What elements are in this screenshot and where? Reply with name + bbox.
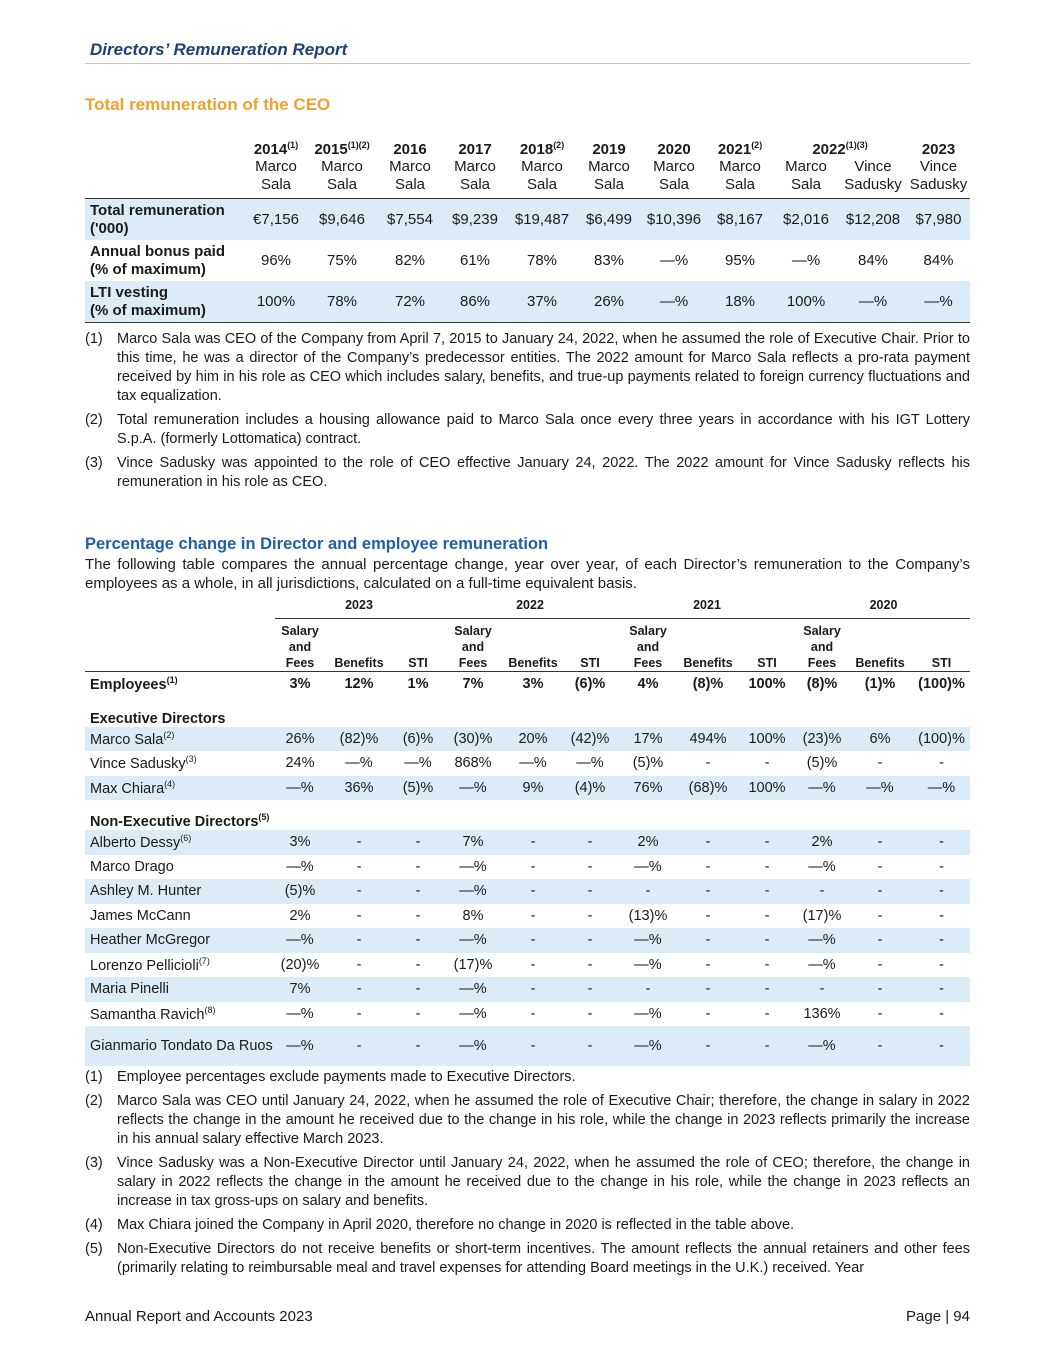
non-executive-director-row <box>85 904 970 929</box>
ceo-name-cell: Marco Sala <box>707 158 773 199</box>
row-label: James McCann <box>90 907 191 924</box>
pct-value-cell: 7% <box>443 830 503 855</box>
pct-value-cell: 3% <box>289 676 311 693</box>
pct-value-cell: 2% <box>617 830 679 855</box>
pct-value-cell: - <box>877 755 883 772</box>
pct-value-cell: —% <box>797 928 847 953</box>
pct-footnotes <box>85 1068 970 1283</box>
pct-value-cell: —% <box>617 1026 679 1066</box>
salary-fees-header: Salary and Fees <box>275 619 325 672</box>
non-executive-director-row <box>85 953 970 978</box>
pct-value-cell: - <box>563 928 617 953</box>
pct-value-cell: - <box>325 977 393 1002</box>
pct-value-cell: - <box>877 858 883 875</box>
pct-value-cell: - <box>563 977 617 1002</box>
pct-value-cell: - <box>356 956 362 973</box>
ceo-value-cell: 72% <box>377 281 443 323</box>
pct-value-cell: - <box>737 879 797 904</box>
footnote-text: Vince Sadusky was a Non-Executive Director until January 24, 2022, when he assumed the role of CEO; therefore, the change in salary in 2022 reflects the change in the amount he received due to the change in his role, while the change in 2023 reflects an increase in tax gross-ups on salary and benefits. <box>117 1155 970 1209</box>
pct-value-cell: (5)% <box>806 755 838 772</box>
pct-value-cell: - <box>877 956 883 973</box>
ceo-name-cell: Marco Sala <box>577 158 641 199</box>
footnote <box>85 1092 970 1149</box>
ceo-name-cell: Marco Sala <box>377 158 443 199</box>
pct-value-cell: 100% <box>737 776 797 801</box>
pct-value-cell: - <box>705 755 711 772</box>
pct-value-cell: —% <box>459 1005 487 1022</box>
ceo-remuneration-table <box>85 134 970 323</box>
footnote <box>85 1216 970 1235</box>
pct-value-cell: (6)% <box>393 727 443 752</box>
pct-value-cell: 4% <box>637 676 659 693</box>
pct-value-cell: - <box>325 879 393 904</box>
ceo-value-cell: 100% <box>773 281 839 323</box>
year-2019: 2019 <box>592 141 626 158</box>
ceo-table-row <box>85 281 970 323</box>
pct-value-cell: (100)% <box>918 676 965 693</box>
pct-value-cell: - <box>737 830 797 855</box>
ceo-table-row <box>85 199 970 241</box>
ceo-value-cell: —% <box>907 281 970 323</box>
footnote-text: Marco Sala was CEO until January 24, 2022, when he assumed the role of Executive Chair; therefore, the change in salary in 2022 reflects the change in the amount he received due to the change in his role, while the change in 2023 reflects primarily the increase in his annual salary effective March 2023. <box>117 1093 970 1147</box>
ceo-value-cell: 61% <box>459 251 491 269</box>
pct-value-cell: —% <box>576 755 604 772</box>
ceo-row-label: LTI vesting (% of maximum) <box>85 281 245 323</box>
ceo-value-cell: 78% <box>526 251 558 269</box>
pct-value-cell: (42)% <box>563 727 617 752</box>
pct-value-cell: 20% <box>503 727 563 752</box>
pct-value-cell: - <box>913 879 970 904</box>
pct-value-cell: - <box>563 830 617 855</box>
non-executive-directors-heading: Non-Executive Directors$^{(5)}$ <box>90 812 270 830</box>
pct-value-cell: - <box>847 977 913 1002</box>
year-2015: $2015^{(1)(2)}$ <box>314 140 370 158</box>
sti-header: STI <box>737 619 797 672</box>
pct-value-cell: - <box>913 977 970 1002</box>
pct-value-cell: —% <box>634 1005 662 1022</box>
pct-value-cell: —% <box>797 776 847 801</box>
ceo-value-cell: 37% <box>507 281 577 323</box>
pct-year-2021: 2021 <box>617 598 797 619</box>
pct-value-cell: - <box>503 977 563 1002</box>
employees-row <box>85 672 970 697</box>
pct-value-cell: - <box>503 830 563 855</box>
pct-value-cell: (5)% <box>632 755 664 772</box>
pct-value-cell: - <box>393 928 443 953</box>
pct-value-cell: - <box>764 907 770 924</box>
ceo-value-cell: $9,646 <box>307 199 377 241</box>
ceo-value-cell: $12,208 <box>839 199 907 241</box>
ceo-value-cell: $2,016 <box>773 199 839 241</box>
footnote <box>85 1068 970 1087</box>
pct-value-cell: —% <box>404 755 432 772</box>
pct-value-cell: - <box>797 977 847 1002</box>
ceo-table-year-row <box>85 134 970 158</box>
footnote-text: Marco Sala was CEO of the Company from April 7, 2015 to January 24, 2022, when he assumed the role of Executive Chair. Prior to this time, he was a director of the Company’s predecessor entities. The 2022 amount for Marco Sala reflects a pro-rata payment received by him in his role as CEO which includes salary, benefits, and true-up payments related to foreign currency fluctuations and tax equalization. <box>117 331 970 404</box>
pct-value-cell: - <box>503 928 563 953</box>
footnote-number: (5) <box>85 1241 103 1257</box>
pct-value-cell: —% <box>459 858 487 875</box>
pct-value-cell: - <box>393 977 443 1002</box>
ceo-name-cell: Vince Sadusky <box>839 158 907 199</box>
ceo-value-cell: $9,239 <box>443 199 507 241</box>
pct-value-cell: —% <box>286 858 314 875</box>
pct-value-cell: - <box>939 956 944 973</box>
pct-value-cell: —% <box>275 928 325 953</box>
pct-value-cell: - <box>705 1005 711 1022</box>
non-executive-director-row <box>85 977 970 1002</box>
year-2016: 2016 <box>393 141 427 158</box>
pct-value-cell: - <box>563 1026 617 1066</box>
executive-director-row <box>85 776 970 801</box>
pct-value-cell: - <box>393 830 443 855</box>
ceo-value-cell: 83% <box>593 251 625 269</box>
pct-value-cell: - <box>356 907 362 924</box>
row-label: Ashley M. Hunter <box>85 879 275 904</box>
year-2014: 2014$^{(1)}$ <box>253 140 299 158</box>
row-label: Heather McGregor <box>85 928 275 953</box>
pct-value-cell: 2% <box>289 907 311 924</box>
pct-value-cell: - <box>737 1026 797 1066</box>
row-label: Samantha Ravich$^{(8)}$ <box>90 1004 216 1023</box>
pct-value-cell: —% <box>443 879 503 904</box>
pct-year-2023: 2023 <box>275 598 443 619</box>
pct-value-cell: —% <box>808 858 836 875</box>
pct-value-cell: 494% <box>679 727 737 752</box>
ceo-value-cell: —% <box>641 281 707 323</box>
pct-value-cell: - <box>679 879 737 904</box>
pct-value-cell: 8% <box>462 907 484 924</box>
pct-value-cell: - <box>847 928 913 953</box>
pct-value-cell: (30)% <box>443 727 503 752</box>
pct-value-cell: - <box>705 907 711 924</box>
salary-fees-header: Salary and Fees <box>443 619 503 672</box>
non-executive-director-row <box>85 928 970 953</box>
pct-value-cell: 7% <box>462 676 484 693</box>
pct-value-cell: - <box>530 1005 536 1022</box>
pct-value-cell: 868% <box>454 755 492 772</box>
pct-value-cell: (17)% <box>453 956 493 973</box>
pct-value-cell: (5)% <box>275 879 325 904</box>
ceo-value-cell: —% <box>839 281 907 323</box>
pct-value-cell: —% <box>443 928 503 953</box>
executive-directors-heading: Executive Directors <box>90 710 226 727</box>
pct-value-cell: - <box>913 830 970 855</box>
pct-value-cell: - <box>503 1026 563 1066</box>
ceo-row-label: Annual bonus paid (% of maximum) <box>90 242 225 278</box>
footnote <box>85 411 970 449</box>
footnote-text: Vince Sadusky was appointed to the role of CEO effective January 24, 2022. The 2022 amount for Vince Sadusky reflects his remuneration in his role as CEO. <box>117 455 970 490</box>
pct-value-cell: (82)% <box>325 727 393 752</box>
ceo-value-cell: —% <box>791 251 821 269</box>
pct-value-cell: (13)% <box>628 907 668 924</box>
pct-year-2020: 2020 <box>797 598 970 619</box>
salary-fees-header: Salary and Fees <box>797 619 847 672</box>
footer-report-name: Annual Report and Accounts 2023 <box>85 1308 313 1325</box>
ceo-value-cell: $10,396 <box>641 199 707 241</box>
executive-director-row <box>85 727 970 752</box>
pct-value-cell: —% <box>797 1026 847 1066</box>
pct-value-cell: - <box>415 956 421 973</box>
year-2018: 2018$^{(2)}$ <box>519 140 565 158</box>
pct-value-cell: —% <box>275 1026 325 1066</box>
footnote-number: (1) <box>85 1069 103 1085</box>
pct-value-cell: - <box>503 879 563 904</box>
pct-value-cell: - <box>415 858 421 875</box>
pct-value-cell: (4)% <box>563 776 617 801</box>
benefits-header: Benefits <box>847 619 913 672</box>
pct-value-cell: - <box>913 928 970 953</box>
ceo-value-cell: 100% <box>245 281 307 323</box>
pct-value-cell: 12% <box>344 676 374 693</box>
pct-change-table <box>85 598 970 1066</box>
ceo-value-cell: 82% <box>394 251 426 269</box>
pct-value-cell: —% <box>443 1026 503 1066</box>
pct-value-cell: - <box>737 928 797 953</box>
pct-value-cell: - <box>847 830 913 855</box>
pct-value-cell: (20)% <box>280 956 320 973</box>
pct-value-cell: - <box>847 1026 913 1066</box>
footnote-text: Max Chiara joined the Company in April 2020, therefore no change in 2020 is reflected in the table above. <box>117 1217 795 1233</box>
pct-subheader-row <box>85 619 970 672</box>
pct-value-cell: - <box>415 907 421 924</box>
pct-value-cell: —% <box>443 776 503 801</box>
sti-header: STI <box>913 619 970 672</box>
pct-year-2022: 2022 <box>443 598 617 619</box>
pct-value-cell: - <box>325 830 393 855</box>
pct-value-cell: - <box>764 755 770 772</box>
ceo-value-cell: 95% <box>724 251 756 269</box>
sti-header: STI <box>563 619 617 672</box>
pct-value-cell: (23)% <box>797 727 847 752</box>
pct-value-cell: —% <box>443 977 503 1002</box>
pct-value-cell: 3% <box>522 676 544 693</box>
pct-value-cell: - <box>679 928 737 953</box>
pct-value-cell: —% <box>634 956 662 973</box>
row-label: Gianmario Tondato Da Ruos <box>85 1026 275 1066</box>
ceo-name-cell: Marco Sala <box>773 158 839 199</box>
pct-value-cell: (17)% <box>802 907 842 924</box>
pct-value-cell: (1)% <box>864 676 896 693</box>
executive-director-row <box>85 751 970 776</box>
ceo-value-cell: —% <box>659 251 689 269</box>
pct-value-cell: —% <box>808 956 836 973</box>
pct-value-cell: 100% <box>737 727 797 752</box>
pct-value-cell: - <box>847 879 913 904</box>
pct-value-cell: 9% <box>503 776 563 801</box>
pct-value-cell: - <box>356 858 362 875</box>
year-2017: 2017 <box>458 141 492 158</box>
pct-value-cell: 17% <box>617 727 679 752</box>
pct-value-cell: - <box>325 1026 393 1066</box>
pct-value-cell: - <box>587 956 593 973</box>
pct-value-cell: - <box>705 956 711 973</box>
ceo-table-name-row <box>85 158 970 199</box>
pct-value-cell: 7% <box>275 977 325 1002</box>
pct-value-cell: - <box>530 907 536 924</box>
pct-value-cell: - <box>530 956 536 973</box>
ceo-name-cell: Marco Sala <box>245 158 307 199</box>
pct-year-row <box>85 598 970 619</box>
pct-value-cell: —% <box>275 776 325 801</box>
row-label: Alberto Dessy$^{(6)}$ <box>85 830 275 855</box>
ceo-footnotes <box>85 330 970 497</box>
pct-value-cell: 24% <box>285 755 315 772</box>
benefits-header: Benefits <box>503 619 563 672</box>
ceo-row-label: Total remuneration ('000) <box>85 199 245 241</box>
row-label: Maria Pinelli <box>85 977 275 1002</box>
pct-value-cell: - <box>939 907 944 924</box>
pct-value-cell: - <box>617 977 679 1002</box>
pct-value-cell: - <box>679 977 737 1002</box>
footnote-number: (4) <box>85 1217 103 1233</box>
footnote-number: (2) <box>85 1093 103 1109</box>
pct-value-cell: - <box>939 755 944 772</box>
pct-value-cell: - <box>797 879 847 904</box>
pct-value-cell: 76% <box>617 776 679 801</box>
row-label: Vince Sadusky$^{(3)}$ <box>90 754 197 773</box>
year-2020: 2020 <box>657 141 691 158</box>
pct-value-cell: —% <box>519 755 547 772</box>
ceo-value-cell: 26% <box>577 281 641 323</box>
footnote-text: Total remuneration includes a housing allowance paid to Marco Sala once every three years in accordance with his IGT Lottery S.p.A. (formerly Lottomatica) contract. <box>117 412 970 447</box>
footer-page-number: Page | 94 <box>906 1308 970 1325</box>
pct-value-cell: - <box>913 1026 970 1066</box>
page-header-title: Directors’ Remuneration Report <box>85 40 970 64</box>
ceo-table-row <box>85 240 970 281</box>
pct-value-cell: - <box>679 830 737 855</box>
ceo-value-cell: 78% <box>307 281 377 323</box>
row-label: Marco Drago <box>90 858 174 875</box>
row-label: Employees$^{(1)}$ <box>90 675 178 694</box>
ceo-value-cell: 84% <box>857 251 889 269</box>
sti-header: STI <box>393 619 443 672</box>
pct-value-cell: (100)% <box>913 727 970 752</box>
ceo-value-cell: $19,487 <box>507 199 577 241</box>
footnote-number: (1) <box>85 331 103 347</box>
ceo-value-cell: $8,167 <box>707 199 773 241</box>
pct-value-cell: - <box>764 1005 770 1022</box>
footnote-number: (3) <box>85 1155 103 1171</box>
footnote-text: Employee percentages exclude payments made to Executive Directors. <box>117 1069 576 1085</box>
non-executive-director-row <box>85 1026 970 1066</box>
year-2021: 2021$^{(2)}$ <box>717 140 763 158</box>
pct-value-cell: —% <box>913 776 970 801</box>
pct-value-cell: - <box>877 907 883 924</box>
pct-value-cell: (68)% <box>679 776 737 801</box>
pct-section-intro: The following table compares the annual percentage change, year over year, of each Director’s remuneration to the Company’s employees as a whole, in all jurisdictions, calculated on a full-time equivalent basis. <box>85 556 970 592</box>
ceo-value-cell: 96% <box>260 251 292 269</box>
pct-value-cell: - <box>587 907 593 924</box>
pct-value-cell: 36% <box>325 776 393 801</box>
row-label: Marco Sala$^{(2)}$ <box>85 727 275 752</box>
pct-value-cell: 26% <box>275 727 325 752</box>
ceo-value-cell: $7,980 <box>907 199 970 241</box>
pct-value-cell: 136% <box>803 1005 841 1022</box>
pct-value-cell: - <box>764 956 770 973</box>
pct-value-cell: 6% <box>847 727 913 752</box>
pct-value-cell: (5)% <box>393 776 443 801</box>
pct-value-cell: 3% <box>275 830 325 855</box>
ceo-value-cell: $6,499 <box>577 199 641 241</box>
ceo-value-cell: 84% <box>923 251 954 269</box>
pct-value-cell: (6)% <box>574 676 606 693</box>
pct-value-cell: - <box>587 1005 593 1022</box>
pct-value-cell: - <box>393 1026 443 1066</box>
year-2022: $2022^{(1)(3)}$ <box>812 140 868 158</box>
ceo-name-cell: Marco Sala <box>443 158 507 199</box>
non-executive-director-row <box>85 1002 970 1027</box>
ceo-name-cell: Vince Sadusky <box>907 158 970 199</box>
pct-value-cell: - <box>939 1005 944 1022</box>
ceo-value-cell: €7,156 <box>245 199 307 241</box>
pct-section-title: Percentage change in Director and employee remuneration <box>85 535 549 553</box>
footnote <box>85 330 970 406</box>
pct-value-cell: - <box>617 879 679 904</box>
pct-value-cell: - <box>764 858 770 875</box>
benefits-header: Benefits <box>325 619 393 672</box>
salary-fees-header: Salary and Fees <box>617 619 679 672</box>
ceo-value-cell: 75% <box>326 251 358 269</box>
pct-value-cell: - <box>679 1026 737 1066</box>
pct-value-cell: —% <box>286 1005 314 1022</box>
pct-value-cell: - <box>587 858 593 875</box>
pct-value-cell: (8)% <box>806 676 838 693</box>
row-label: Lorenzo Pellicioli$^{(7)}$ <box>90 955 210 974</box>
pct-value-cell: - <box>737 977 797 1002</box>
footnote-number: (3) <box>85 455 103 471</box>
pct-value-cell: - <box>563 879 617 904</box>
year-2023: 2023 <box>921 141 956 158</box>
footnote-number: (2) <box>85 412 103 428</box>
ceo-name-cell: Marco Sala <box>641 158 707 199</box>
non-executive-director-row <box>85 879 970 904</box>
benefits-header: Benefits <box>679 619 737 672</box>
pct-value-cell: —% <box>345 755 373 772</box>
pct-value-cell: - <box>705 858 711 875</box>
non-executive-director-row <box>85 855 970 880</box>
non-executive-director-row <box>85 830 970 855</box>
row-label: Max Chiara$^{(4)}$ <box>85 776 275 801</box>
pct-value-cell: —% <box>634 858 662 875</box>
ceo-section-title: Total remuneration of the CEO <box>85 95 331 114</box>
footnote <box>85 1240 970 1278</box>
pct-value-cell: —% <box>617 928 679 953</box>
pct-value-cell: - <box>325 928 393 953</box>
footnote <box>85 454 970 492</box>
pct-value-cell: - <box>393 879 443 904</box>
pct-value-cell: 1% <box>407 676 429 693</box>
pct-value-cell: - <box>415 1005 421 1022</box>
footnote-text: Non-Executive Directors do not receive benefits or short-term incentives. The amount reflects the annual retainers and other fees (primarily relating to reimbursable meal and travel expenses for attending Board meetings in the U.K.) received. Year <box>117 1241 970 1276</box>
ceo-name-cell: Marco Sala <box>307 158 377 199</box>
footnote <box>85 1154 970 1211</box>
ceo-value-cell: $7,554 <box>377 199 443 241</box>
pct-value-cell: 2% <box>797 830 847 855</box>
pct-value-cell: - <box>530 858 536 875</box>
ceo-value-cell: 86% <box>443 281 507 323</box>
pct-value-cell: - <box>939 858 944 875</box>
pct-value-cell: - <box>356 1005 362 1022</box>
pct-value-cell: (8)% <box>692 676 724 693</box>
pct-value-cell: 100% <box>748 676 786 693</box>
page-footer <box>85 1308 970 1325</box>
ceo-value-cell: 18% <box>707 281 773 323</box>
pct-value-cell: —% <box>847 776 913 801</box>
ceo-name-cell: Marco Sala <box>507 158 577 199</box>
pct-value-cell: - <box>877 1005 883 1022</box>
